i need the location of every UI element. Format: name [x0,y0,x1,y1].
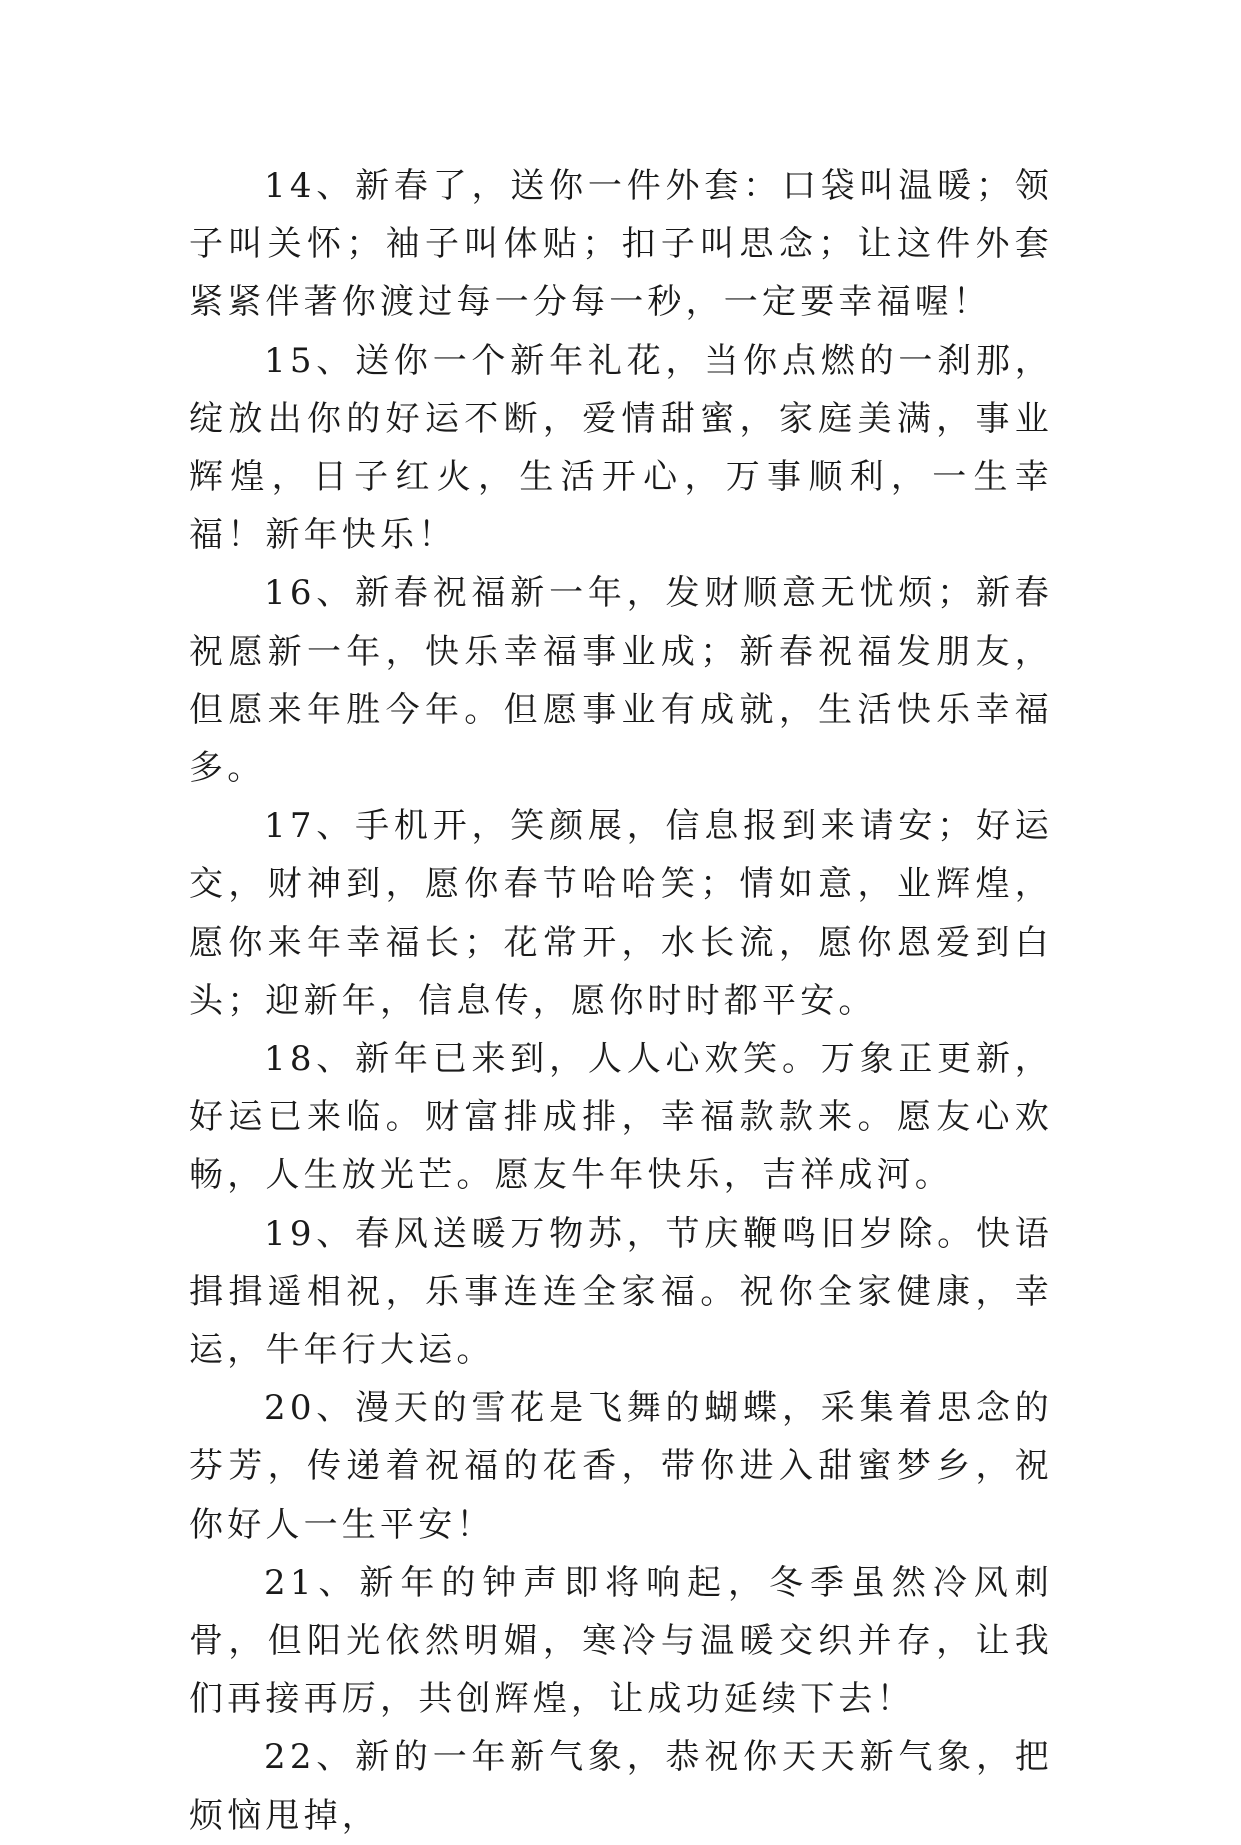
paragraph-16: 16、新春祝福新一年，发财顺意无忧烦；新春祝愿新一年，快乐幸福事业成；新春祝福发朋友，但愿来年胜今年。但愿事业有成就，生活快乐幸福多。 [189,573,1053,789]
paragraph-20: 20、漫天的雪花是飞舞的蝴蝶，采集着思念的芬芳，传递着祝福的花香，带你进入甜蜜梦乡，祝你好人一生平安！ [189,1388,1053,1545]
paragraph-15: 15、送你一个新年礼花，当你点燃的一刹那，绽放出你的好运不断，爱情甜蜜，家庭美满，事业辉煌，日子红火，生活开心，万事顺利，一生幸福！新年快乐！ [189,340,1053,556]
paragraph-17: 17、手机开，笑颜展，信息报到来请安；好运交，财神到，愿你春节哈哈笑；情如意，业辉煌，愿你来年幸福长；花常开，水长流，愿你恩爱到白头；迎新年，信息传，愿你时时都平安。 [189,806,1053,1021]
paragraph-21: 21、新年的钟声即将响起，冬季虽然冷风刺骨，但阳光依然明媚，寒冷与温暖交织并存，让我们再接再厉，共创辉煌，让成功延续下去！ [189,1562,1053,1720]
paragraph-14: 14、新春了，送你一件外套：口袋叫温暖；领子叫关怀；袖子叫体贴；扣子叫思念；让这件外套紧紧伴著你渡过每一分每一秒，一定要幸福喔！ [189,166,1053,323]
paragraph-18: 18、新年已来到，人人心欢笑。万象正更新，好运已来临。财富排成排，幸福款款来。愿友心欢畅，人生放光芒。愿友牛年快乐，吉祥成河。 [189,1039,1053,1196]
paragraph-19: 19、春风送暖万物苏，节庆鞭鸣旧岁除。快语揖揖遥相祝，乐事连连全家福。祝你全家健康，幸运，牛年行大运。 [189,1213,1053,1371]
document-body [189,157,1053,1845]
paragraph-22: 22、新的一年新气象，恭祝你天天新气象，把烦恼甩掉， [189,1737,1053,1836]
